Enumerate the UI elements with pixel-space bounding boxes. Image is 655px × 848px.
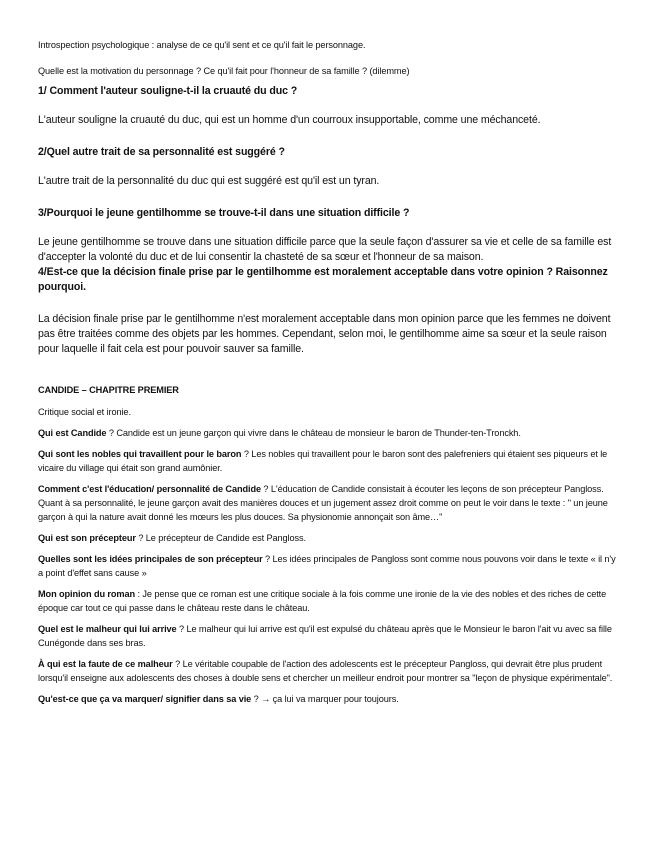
intro-line-2: Quelle est la motivation du personnage ? Ce qu'il fait pour l'honneur de sa famille ? (dilemme)	[38, 66, 410, 76]
candide-answer: ? → ça lui va marquer pour toujours.	[251, 694, 399, 704]
candide-answer: ? Les nobles qui travaillent pour le baron sont des palefreniers qui étaient ses piqueurs et le vicaire du village qui était son grand aumônier.	[38, 449, 608, 473]
candide-question: À qui est la faute de ce malheur	[38, 659, 173, 669]
question-4: 4/Est-ce que la décision finale prise par le gentilhomme est moralement acceptable dans votre opinion ? Raisonnez pourquoi.	[38, 266, 608, 293]
candide-question: Quelles sont les idées principales de son précepteur	[38, 554, 263, 564]
candide-item	[38, 622, 623, 650]
candide-answer: : Je pense que ce roman est une critique sociale à la fois comme une ironie de la vie des nobles et des riches de cette époque car tout ce qui passe dans le château reste dans le château.	[38, 589, 607, 613]
candide-item	[38, 531, 623, 545]
candide-question: Quel est le malheur qui lui arrive	[38, 624, 177, 634]
question-2: 2/Quel autre trait de sa personnalité est suggéré ?	[38, 146, 285, 158]
candide-item	[38, 692, 623, 706]
candide-question: Qu'est-ce que ça va marquer/ signifier dans sa vie	[38, 694, 252, 704]
candide-question: Qui est Candide	[38, 428, 107, 438]
section-subtitle: Critique social et ironie.	[38, 407, 131, 417]
candide-question: Mon opinion du roman	[38, 589, 136, 599]
candide-answer: ? Les idées principales de Pangloss sont comme nous pouvons voir dans le texte « il n'y a point d'effet sans cause »	[38, 554, 616, 578]
candide-item	[38, 482, 623, 524]
document-page	[38, 38, 623, 713]
answer-4: La décision finale prise par le gentilhomme n'est moralement acceptable dans mon opinion parce que les femmes ne doivent pas être traitées comme des objets par les hommes. Cependant, selon moi, le gentilhomme aime sa sœur et la seule raison pour laquelle il fait cela est pour pouvoir sauver sa famille.	[38, 313, 611, 355]
candide-question: Comment c'est l'éducation/ personnalité de Candide	[38, 484, 261, 494]
answer-1: L'auteur souligne la cruauté du duc, qui est un homme d'un courroux insupportable, comme une méchanceté.	[38, 114, 541, 126]
candide-answer: ? L'éducation de Candide consistait à écouter les leçons de son précepteur Pangloss. Quant à sa personnalité, le jeune garçon avait des manières douces et un jugement assez droit comme on peut le voir dans le texte : " un jeune garçon à qui la nature avait donné les mœurs les plus douces. Sa physionomie annonçait son âme…"	[38, 484, 608, 522]
candide-item	[38, 447, 623, 475]
candide-answer: ? Candide est un jeune garçon qui vivre dans le château de monsieur le baron de Thunder-ten-Tronckh.	[106, 428, 521, 438]
candide-item	[38, 426, 623, 440]
candide-answer: ? Le véritable coupable de l'action des adolescents est le précepteur Pangloss, qui devrait être plus prudent lorsqu'il enseigne aux adolescents des choses à double sens et chercher un meilleur endroit pour montrer sa "leçon de physique expérimentale".	[38, 659, 613, 683]
question-1: 1/ Comment l'auteur souligne-t-il la cruauté du duc ?	[38, 85, 298, 97]
question-3: 3/Pourquoi le jeune gentilhomme se trouve-t-il dans une situation difficile ?	[38, 207, 410, 219]
candide-answer: ? Le précepteur de Candide est Pangloss.	[135, 533, 306, 543]
candide-item	[38, 552, 623, 580]
answer-2: L'autre trait de la personnalité du duc qui est suggéré est qu'il est un tyran.	[38, 175, 380, 187]
answer-3: Le jeune gentilhomme se trouve dans une situation difficile parce que la seule façon d'assurer sa vie et celle de sa famille est d'accepter la volonté du duc et de lui consentir la chasteté de sa sœur et l'honneur de sa maison.	[38, 236, 612, 263]
candide-qa-list	[38, 426, 623, 706]
candide-item	[38, 657, 623, 685]
candide-item	[38, 587, 623, 615]
candide-answer: ? Le malheur qui lui arrive est qu'il est expulsé du château après que le Monsieur le baron l'ait vu avec sa fille Cunégonde dans ses bras.	[38, 624, 612, 648]
candide-question: Qui sont les nobles qui travaillent pour le baron	[38, 449, 242, 459]
intro-line-1: Introspection psychologique : analyse de ce qu'il sent et ce qu'il fait le personnage.	[38, 40, 366, 50]
section-title: CANDIDE – CHAPITRE PREMIER	[38, 385, 179, 395]
candide-question: Qui est son précepteur	[38, 533, 136, 543]
